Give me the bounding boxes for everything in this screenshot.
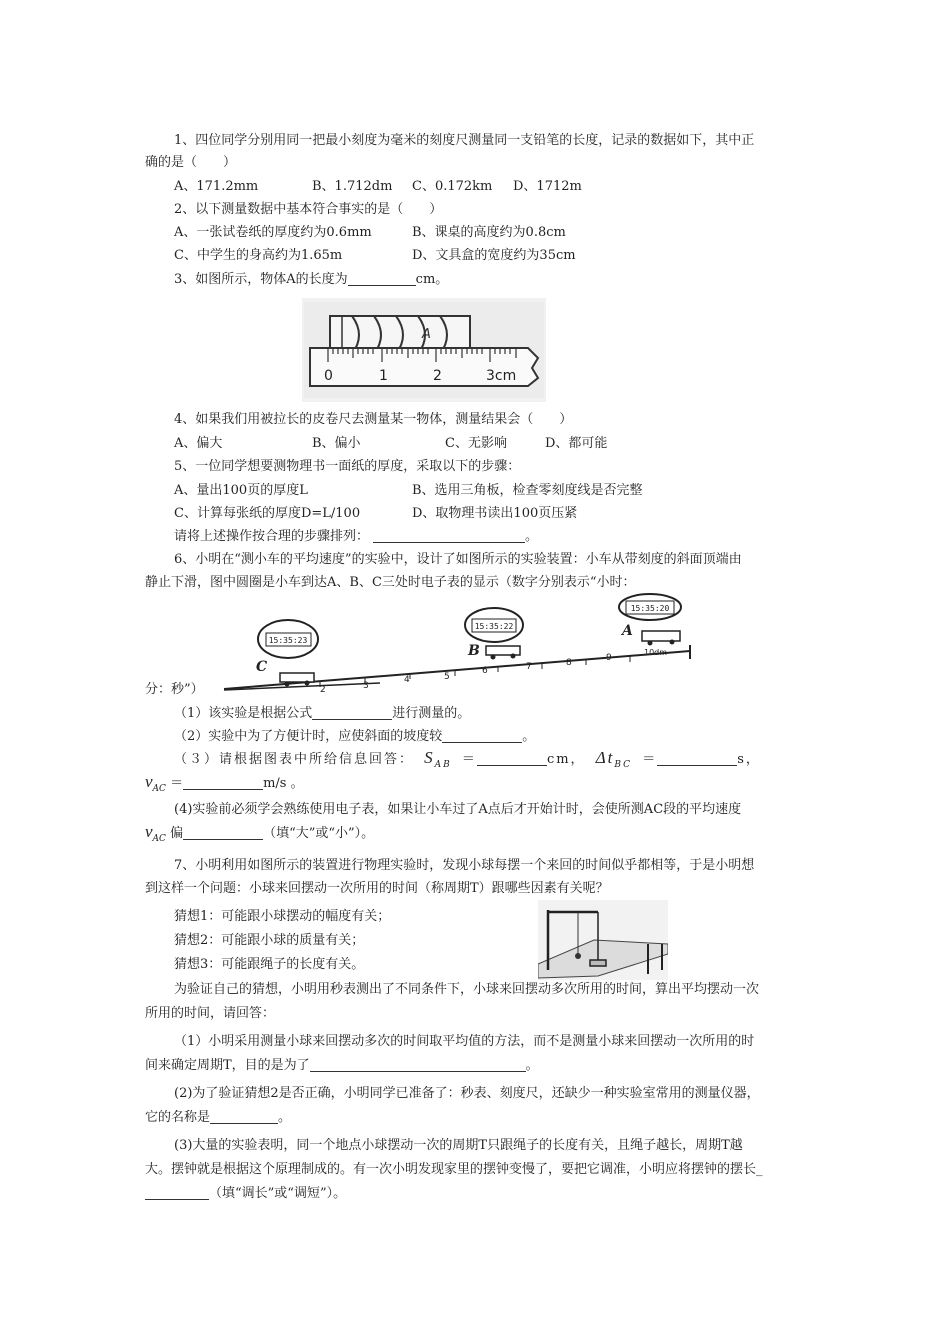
q6-part1-blank[interactable] — [312, 705, 392, 720]
q6-part4-line1: (4)实验前必须学会熟练使用电子表，如果让小车过了A点后才开始计时，会使所测AC段的平均速度 — [174, 802, 742, 817]
q6-equals-3: ＝ — [170, 776, 184, 791]
q6-scale-8: 8 — [566, 658, 572, 668]
q6-stem-line1: 6、小明在“测小车的平均速度”的实验中，设计了如图所示的实验装置：小车从带刻度的斜面顶端由 — [174, 552, 742, 567]
q5-option-d: D、取物理书读出100页压紧 — [412, 506, 578, 521]
q7-pendulum-figure — [538, 900, 668, 980]
q6-vac-symbol-2: v — [145, 822, 153, 841]
q7-para-line2: 所用的时间，请回答： — [145, 1006, 276, 1021]
q6-part2 — [174, 727, 535, 747]
q6-part4-text: 偏 — [170, 826, 184, 841]
q3-answer-blank[interactable] — [348, 271, 416, 286]
q1-option-a: A、171.2mm — [174, 179, 259, 194]
q6-dt-symbol: Δt — [595, 748, 615, 767]
q6-vac-sub: AC — [152, 784, 166, 794]
q6-scale-5: 5 — [444, 672, 450, 682]
q2-option-b: B、课桌的高度约为0.8cm — [412, 225, 566, 240]
q6-unit-s: s， — [737, 752, 761, 767]
q4-option-d: D、都可能 — [545, 436, 608, 451]
q4-option-a: A、偏大 — [174, 436, 223, 451]
q2-option-d: D、文具盒的宽度约为35cm — [412, 248, 576, 263]
q7-guess1: 猜想1：可能跟小球摆动的幅度有关； — [174, 909, 391, 924]
q2-stem: 2、以下测量数据中基本符合事实的是（ ） — [174, 202, 443, 217]
q5-ask-end: 。 — [525, 529, 539, 544]
q6-part4-blank[interactable] — [183, 825, 263, 840]
q7-part3-line3 — [145, 1184, 346, 1204]
q6-sab-sub: AB — [434, 760, 452, 770]
q2-option-c: C、中学生的身高约为1.65m — [174, 248, 343, 263]
q5-option-a: A、量出100页的厚度L — [174, 483, 308, 498]
q5-option-b: B、选用三角板，检查零刻度线是否完整 — [412, 483, 643, 498]
q6-unit-cm: cm， — [546, 752, 586, 767]
q6-part2-text: （2）实验中为了方便计时，应使斜面的坡度较 — [174, 729, 443, 744]
q5-ask — [174, 527, 538, 547]
q6-part1 — [174, 704, 470, 724]
q7-part3-line2: 大。摆钟就是根据这个原理制成的。有一次小明发现家里的摆钟变慢了，要把它调准，小明应将摆钟的摆长_ — [145, 1162, 763, 1177]
q7-part1-line2 — [145, 1056, 539, 1076]
q6-part2-end: 。 — [522, 729, 536, 744]
q6-part4-line2 — [145, 822, 374, 849]
q6-clock-c: 15:35:23 — [268, 636, 308, 645]
q4-option-b: B、偏小 — [312, 436, 361, 451]
q6-clock-b: 15:35:22 — [474, 622, 514, 631]
q6-equals-2: ＝ — [642, 752, 658, 767]
q6-scale-4: 4 — [404, 675, 410, 685]
q6-vac-sub-2: AC — [152, 834, 166, 844]
q6-part3-line2 — [145, 772, 304, 799]
q7-para-line1: 为验证自己的猜想，小明用秒表测出了不同条件下，小球来回摆动多次所用的时间，算出平均摆动一次 — [174, 982, 760, 997]
q6-dt-blank[interactable] — [657, 751, 737, 766]
q7-part1-line1: （1）小明采用测量小球来回摆动多次的时间取平均值的方法，而不是测量小球来回摆动一次所用的时 — [174, 1034, 755, 1049]
q3-unit: cm。 — [415, 272, 449, 287]
q3-stem — [174, 270, 448, 290]
q7-guess3: 猜想3：可能跟绳子的长度有关。 — [174, 957, 365, 972]
q6-scale-9: 9 — [606, 653, 612, 663]
q7-part2-line1: (2)为了验证猜想2是否正确，小明同学已准备了：秒表、刻度尺，还缺少一种实验室常用的测量仪器， — [174, 1086, 760, 1101]
q7-part1-end: 。 — [525, 1058, 539, 1073]
q6-part3-text: （３）请根据图表中所给信息回答： — [174, 752, 415, 767]
q5-answer-blank[interactable] — [373, 528, 525, 543]
q6-scale-7: 7 — [526, 662, 532, 672]
q7-part2-end: 。 — [278, 1110, 292, 1125]
q6-clock-a: 15:35:20 — [630, 604, 670, 613]
q4-option-c: C、无影响 — [445, 436, 507, 451]
q1-stem-line1: 1、四位同学分别用同一把最小刻度为毫米的刻度尺测量同一支铅笔的长度，记录的数据如下，其中正 — [174, 133, 755, 148]
q7-part2-blank[interactable] — [210, 1109, 278, 1124]
q6-label-c: C — [256, 659, 268, 675]
q6-scale-2: 2 — [320, 685, 326, 693]
q6-dt-sub: BC — [614, 760, 633, 770]
q6-vac-symbol: v — [145, 772, 153, 791]
q5-stem: 5、一位同学想要测物理书一面纸的厚度，采取以下的步骤： — [174, 459, 521, 474]
q3-tick-3: 3cm — [486, 368, 517, 384]
q6-part2-blank[interactable] — [442, 728, 522, 743]
q6-part4-end: （填“大”或“小”）。 — [263, 826, 375, 841]
q3-ruler-figure — [302, 298, 546, 402]
q1-stem-line2: 确的是（ ） — [145, 155, 237, 170]
q3-object-label: A — [422, 327, 431, 342]
q6-scale-6: 6 — [482, 666, 488, 676]
q3-tick-1: 1 — [379, 368, 388, 384]
q6-incline-figure — [220, 593, 702, 693]
q6-label-b: B — [468, 643, 480, 659]
q7-stem-line2: 到这样一个问题：小球来回摆动一次所用的时间（称周期T）跟哪些因素有关呢？ — [145, 881, 609, 896]
q6-label-a: A — [622, 623, 633, 639]
q7-part1-blank[interactable] — [310, 1057, 526, 1072]
q7-stem-line1: 7、小明利用如图所示的装置进行物理实验时，发现小球每摆一个来回的时间似乎都相等，于是小明想 — [174, 858, 755, 873]
q5-ask-text: 请将上述操作按合理的步骤排列： — [174, 529, 370, 544]
q5-option-c: C、计算每张纸的厚度D=L/100 — [174, 506, 361, 521]
q6-stem-line3: 分：秒”） — [145, 682, 204, 697]
q7-part3-line1: (3)大量的实验表明，同一个地点小球摆动一次的周期T只跟绳子的长度有关，且绳子越长，周期T越 — [174, 1138, 743, 1153]
q1-option-d: D、1712m — [513, 179, 582, 194]
q6-equals-1: ＝ — [461, 752, 477, 767]
q6-part1-end: 进行测量的。 — [392, 706, 471, 721]
q3-stem-text: 3、如图所示，物体A的长度为 — [174, 272, 348, 287]
q6-unit-ms: m/s 。 — [263, 776, 304, 791]
q7-part2-text: 它的名称是 — [145, 1110, 211, 1125]
q7-guess2: 猜想2：可能跟小球的质量有关； — [174, 933, 365, 948]
q6-scale-10dm: 10dm — [644, 648, 668, 657]
q1-option-c: C、0.172km — [412, 179, 493, 194]
q3-tick-2: 2 — [433, 368, 442, 384]
q6-sab-symbol: S — [424, 748, 435, 767]
q6-part1-text: （1）该实验是根据公式 — [174, 706, 313, 721]
q7-part3-blank[interactable] — [145, 1185, 209, 1200]
q6-stem-line2: 静止下滑，图中圆圈是小车到达A、B、C三处时电子表的显示（数字分别表示“小时： — [145, 575, 636, 590]
q6-scale-3: 3 — [363, 681, 369, 691]
q1-option-b: B、1.712dm — [312, 179, 393, 194]
q6-vac-blank[interactable] — [183, 775, 263, 790]
q3-tick-0: 0 — [324, 368, 333, 384]
q4-stem: 4、如果我们用被拉长的皮卷尺去测量某一物体，测量结果会（ ） — [174, 412, 573, 427]
q2-option-a: A、一张试卷纸的厚度约为0.6mm — [174, 225, 372, 240]
q7-part2-line2 — [145, 1108, 291, 1128]
q6-sab-blank[interactable] — [477, 751, 547, 766]
q7-part1-text: 间来确定周期T，目的是为了 — [145, 1058, 310, 1073]
q7-part3-end: （填“调长”或“调短”）。 — [209, 1186, 347, 1201]
q6-part3 — [174, 748, 761, 775]
